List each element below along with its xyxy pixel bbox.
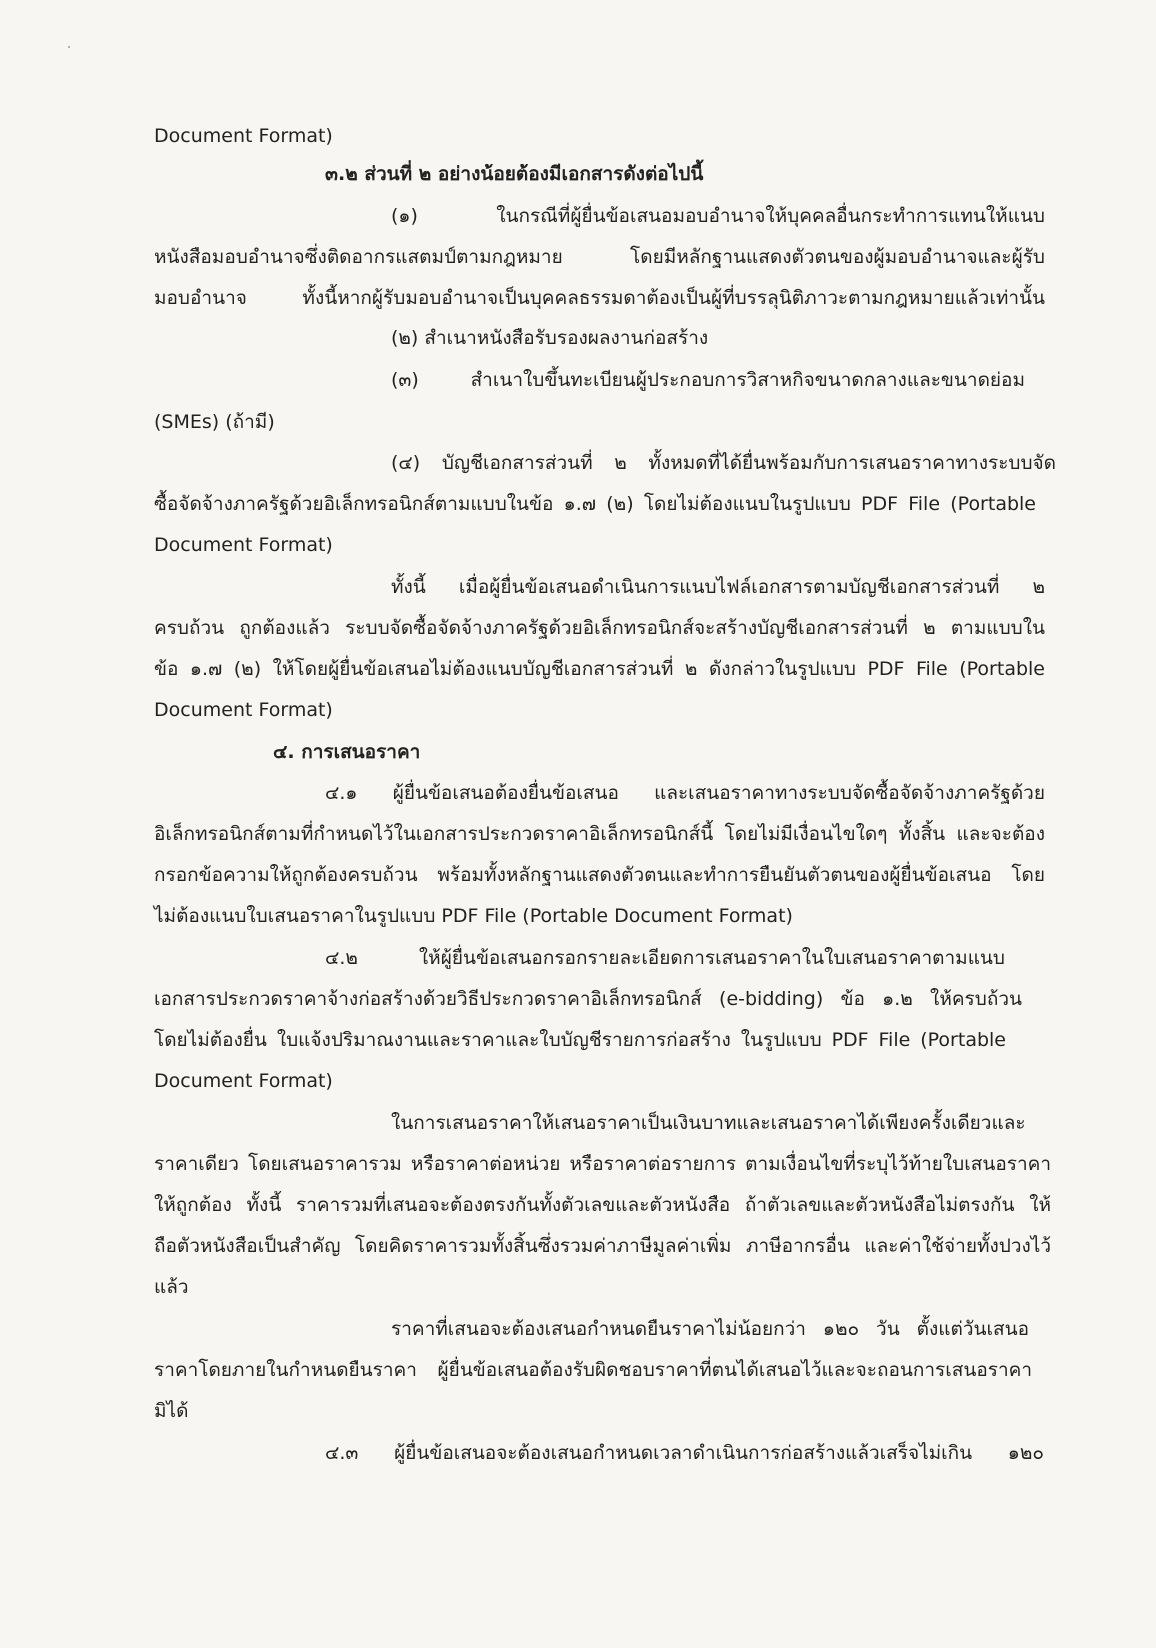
text-line-09: (๔) บัญชีเอกสารส่วนที่ ๒ ทั้งหมดที่ได้ยื่นพร้อมกับการเสนอราคาทางระบบจัด: [391, 452, 1056, 474]
text-line-26: ราคาเดียว โดยเสนอราคารวม หรือราคาต่อหน่วย หรือราคาต่อรายการ ตามเงื่อนไขที่ระบุไว้ท้ายใบเสนอราคา: [154, 1153, 1051, 1175]
text-line-30: ราคาที่เสนอจะต้องเสนอกำหนดยืนราคาไม่น้อยกว่า ๑๒๐ วัน ตั้งแต่วันเสนอ: [391, 1318, 1029, 1340]
text-line-14: ข้อ ๑.๗ (๒) ให้โดยผู้ยื่นข้อเสนอไม่ต้องแนบบัญชีเอกสารส่วนที่ ๒ ดังกล่าวในรูปแบบ PDF File (Portable: [154, 658, 1045, 680]
text-line-31: ราคาโดยภายในกำหนดยืนราคา ผู้ยื่นข้อเสนอต้องรับผิดชอบราคาที่ตนได้เสนอไว้และจะถอนการเสนอราคา: [154, 1359, 1032, 1381]
section-heading-4: ๔. การเสนอราคา: [273, 741, 421, 763]
text-line-23: โดยไม่ต้องยื่น ใบแจ้งปริมาณงานและราคาและใบบัญชีรายการก่อสร้าง ในรูปแบบ PDF File (Portable: [154, 1029, 1006, 1051]
scan-speck: [68, 46, 70, 48]
text-line-17: ๔.๑ ผู้ยื่นข้อเสนอต้องยื่นข้อเสนอ และเสนอราคาทางระบบจัดซื้อจัดจ้างภาครัฐด้วย: [325, 782, 1045, 804]
text-line-29: แล้ว: [154, 1276, 189, 1298]
text-line-07: (๓) สำเนาใบขึ้นทะเบียนผู้ประกอบการวิสาหกิจขนาดกลางและขนาดย่อม: [391, 369, 1025, 391]
text-line-04: หนังสือมอบอำนาจซึ่งติดอากรแสตมป์ตามกฎหมาย โดยมีหลักฐานแสดงตัวตนของผู้มอบอำนาจและผู้รับ: [154, 246, 1045, 268]
text-line-32: มิได้: [154, 1400, 189, 1422]
text-line-01: Document Format): [154, 125, 333, 147]
text-line-27: ให้ถูกต้อง ทั้งนี้ ราคารวมที่เสนอจะต้องตรงกันทั้งตัวเลขและตัวหนังสือ ถ้าตัวเลขและตัวหนังสือไม่ตรงกัน ให้: [154, 1194, 1051, 1216]
text-line-19: กรอกข้อความให้ถูกต้องครบถ้วน พร้อมทั้งหลักฐานแสดงตัวตนและทำการยืนยันตัวตนของผู้ยื่นข้อเสนอ โดย: [154, 864, 1045, 886]
text-line-25: ในการเสนอราคาให้เสนอราคาเป็นเงินบาทและเสนอราคาได้เพียงครั้งเดียวและ: [391, 1112, 1026, 1134]
text-line-05: มอบอำนาจ ทั้งนี้หากผู้รับมอบอำนาจเป็นบุคคลธรรมดาต้องเป็นผู้ที่บรรลุนิติภาวะตามกฎหมายแล้วเท่านั้น: [154, 287, 1045, 309]
text-line-15: Document Format): [154, 699, 333, 721]
text-line-11: Document Format): [154, 534, 333, 556]
text-line-20: ไม่ต้องแนบใบเสนอราคาในรูปแบบ PDF File (Portable Document Format): [154, 905, 793, 927]
text-line-08: (SMEs) (ถ้ามี): [154, 411, 275, 433]
text-line-03: (๑) ในกรณีที่ผู้ยื่นข้อเสนอมอบอำนาจให้บุคคลอื่นกระทำการแทนให้แนบ: [391, 205, 1045, 227]
text-line-22: เอกสารประกวดราคาจ้างก่อสร้างด้วยวิธีประกวดราคาอิเล็กทรอนิกส์ (e-bidding) ข้อ ๑.๒ ให้ครบถ้วน: [154, 988, 1022, 1010]
text-line-28: ถือตัวหนังสือเป็นสำคัญ โดยคิดราคารวมทั้งสิ้นซึ่งรวมค่าภาษีมูลค่าเพิ่ม ภาษีอากรอื่น และค่าใช้จ่ายทั้งปวงไว้: [154, 1235, 1051, 1257]
text-line-33: ๔.๓ ผู้ยื่นข้อเสนอจะต้องเสนอกำหนดเวลาดำเนินการก่อสร้างแล้วเสร็จไม่เกิน ๑๒๐: [325, 1442, 1044, 1464]
text-line-21: ๔.๒ ให้ผู้ยื่นข้อเสนอกรอกรายละเอียดการเสนอราคาในใบเสนอราคาตามแนบ: [325, 947, 1005, 969]
section-heading-3-2: ๓.๒ ส่วนที่ ๒ อย่างน้อยต้องมีเอกสารดังต่อไปนี้: [325, 163, 704, 185]
text-line-13: ครบถ้วน ถูกต้องแล้ว ระบบจัดซื้อจัดจ้างภาครัฐด้วยอิเล็กทรอนิกส์จะสร้างบัญชีเอกสารส่วนที่ ๒ ตามแบบใน: [154, 617, 1045, 639]
text-line-24: Document Format): [154, 1070, 333, 1092]
text-line-18: อิเล็กทรอนิกส์ตามที่กำหนดไว้ในเอกสารประกวดราคาอิเล็กทรอนิกส์นี้ โดยไม่มีเงื่อนไขใดๆ ทั้งสิ้น และจะต้อง: [154, 823, 1045, 845]
text-line-06: (๒) สำเนาหนังสือรับรองผลงานก่อสร้าง: [391, 327, 709, 349]
text-line-12: ทั้งนี้ เมื่อผู้ยื่นข้อเสนอดำเนินการแนบไฟล์เอกสารตามบัญชีเอกสารส่วนที่ ๒: [391, 576, 1045, 598]
text-line-10: ซื้อจัดจ้างภาครัฐด้วยอิเล็กทรอนิกส์ตามแบบในข้อ ๑.๗ (๒) โดยไม่ต้องแนบในรูปแบบ PDF File (Portable: [154, 493, 1036, 515]
